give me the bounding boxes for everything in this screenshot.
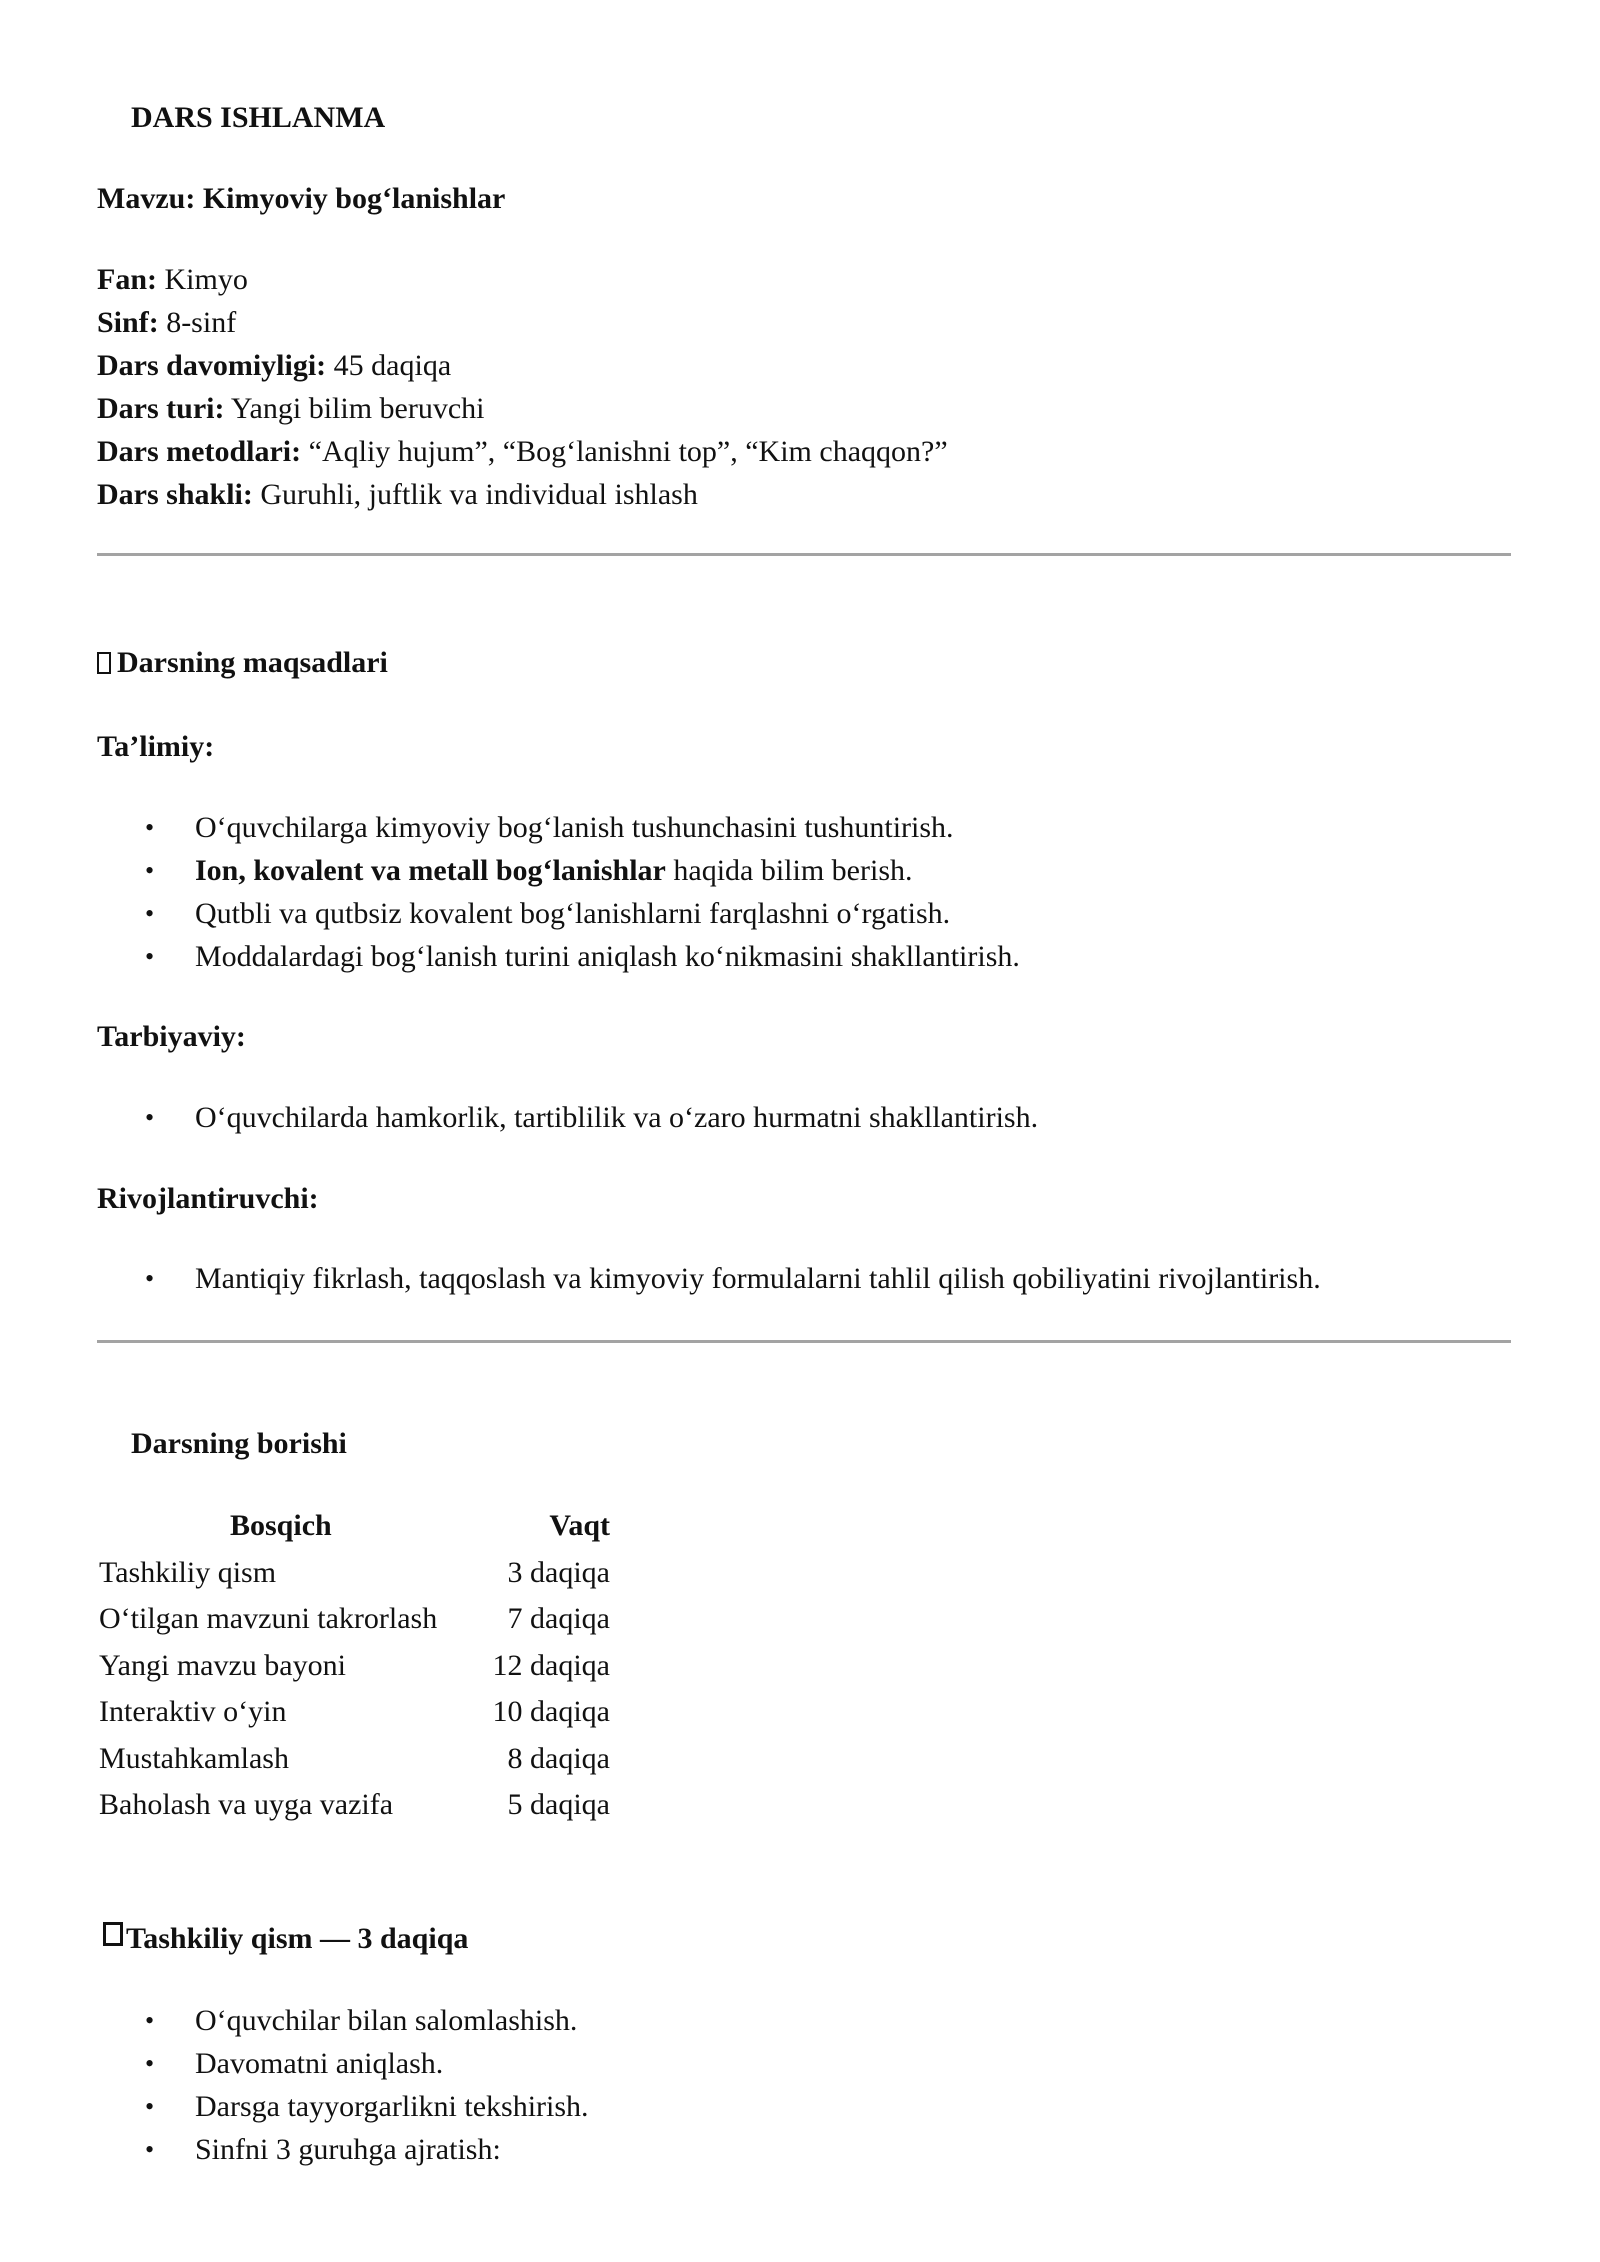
bullet-icon: • — [145, 899, 155, 928]
table-cell-time: 12 daqiqa — [492, 1649, 610, 1682]
table-cell-stage: Mustahkamlash — [99, 1742, 289, 1775]
info-grade — [97, 308, 236, 338]
topic-label: Mavzu: — [97, 182, 196, 215]
list-item-text: haqida bilim berish. — [665, 854, 913, 887]
info-label: Dars metodlari: — [97, 435, 302, 468]
table-cell-stage: Tashkiliy qism — [99, 1556, 277, 1589]
tarbiyaviy-label: Tarbiyaviy: — [97, 1020, 246, 1053]
table-cell-stage: Interaktiv o‘yin — [99, 1695, 287, 1728]
topic-line — [97, 184, 505, 214]
table-header-time: Vaqt — [549, 1509, 610, 1542]
bullet-icon: • — [145, 813, 155, 842]
table-header-stage: Bosqich — [230, 1509, 332, 1542]
topic-value: Kimyoviy bog‘lanishlar — [202, 182, 506, 215]
bullet-icon: • — [145, 1264, 155, 1293]
list-item — [195, 856, 913, 886]
info-duration — [97, 351, 451, 381]
list-item: Darsga tayyorgarlikni tekshirish. — [195, 2090, 589, 2123]
bullet-icon: • — [145, 2049, 155, 2078]
table-cell-time: 7 daqiqa — [507, 1602, 610, 1635]
divider — [97, 1340, 1511, 1343]
table-cell-time: 8 daqiqa — [507, 1742, 610, 1775]
missing-glyph-icon — [97, 652, 111, 674]
table-cell-time: 3 daqiqa — [507, 1556, 610, 1589]
rivojlantiruvchi-label: Rivojlantiruvchi: — [97, 1182, 319, 1215]
list-item-bold: Ion, kovalent va metall bog‘lanishlar — [195, 854, 666, 887]
info-label: Fan: — [97, 263, 157, 296]
table-cell-stage: O‘tilgan mavzuni takrorlash — [99, 1602, 438, 1635]
info-value: 45 daqiqa — [333, 349, 452, 382]
info-value: Kimyo — [164, 263, 248, 296]
info-value: 8-sinf — [166, 306, 237, 339]
info-form — [97, 480, 698, 510]
divider — [97, 553, 1511, 556]
list-item: O‘quvchilarga kimyoviy bog‘lanish tushunchasini tushuntirish. — [195, 811, 954, 844]
table-cell-stage: Yangi mavzu bayoni — [99, 1649, 346, 1682]
info-value: “Aqliy hujum”, “Bog‘lanishni top”, “Kim chaqqon?” — [308, 435, 948, 468]
document-title: DARS ISHLANMA — [131, 101, 386, 134]
bullet-icon: • — [145, 856, 155, 885]
talimiy-label: Ta’limiy: — [97, 730, 215, 763]
info-subject — [97, 265, 248, 295]
info-value: Guruhli, juftlik va individual ishlash — [260, 478, 698, 511]
info-label: Dars shakli: — [97, 478, 253, 511]
checkbox-glyph-icon — [103, 1922, 123, 1946]
progress-heading: Darsning borishi — [131, 1427, 347, 1460]
info-value: Yangi bilim beruvchi — [230, 392, 485, 425]
bullet-icon: • — [145, 2092, 155, 2121]
bullet-icon: • — [145, 942, 155, 971]
info-label: Dars turi: — [97, 392, 225, 425]
bullet-icon: • — [145, 2006, 155, 2035]
table-cell-time: 5 daqiqa — [507, 1788, 610, 1821]
goals-heading-text: Darsning maqsadlari — [117, 646, 388, 679]
info-label: Dars davomiyligi: — [97, 349, 327, 382]
info-methods — [97, 437, 948, 467]
table-cell-stage: Baholash va uyga vazifa — [99, 1788, 394, 1821]
list-item: O‘quvchilar bilan salomlashish. — [195, 2004, 578, 2037]
list-item: Davomatni aniqlash. — [195, 2047, 444, 2080]
info-label: Sinf: — [97, 306, 159, 339]
bullet-icon: • — [145, 2135, 155, 2164]
list-item: O‘quvchilarda hamkorlik, tartiblilik va o‘zaro hurmatni shakllantirish. — [195, 1101, 1039, 1134]
list-item: Sinfni 3 guruhga ajratish: — [195, 2133, 501, 2166]
list-item: Qutbli va qutbsiz kovalent bog‘lanishlarni farqlashni o‘rgatish. — [195, 897, 951, 930]
list-item: Moddalardagi bog‘lanish turini aniqlash ko‘nikmasini shakllantirish. — [195, 940, 1020, 973]
list-item: Mantiqiy fikrlash, taqqoslash va kimyoviy formulalarni tahlil qilish qobiliyatini rivojlantirish. — [195, 1262, 1321, 1295]
table-cell-time: 10 daqiqa — [492, 1695, 610, 1728]
info-type — [97, 394, 484, 424]
organization-heading: Tashkiliy qism — 3 daqiqa — [126, 1922, 469, 1955]
bullet-icon: • — [145, 1103, 155, 1132]
goals-heading — [97, 648, 388, 678]
